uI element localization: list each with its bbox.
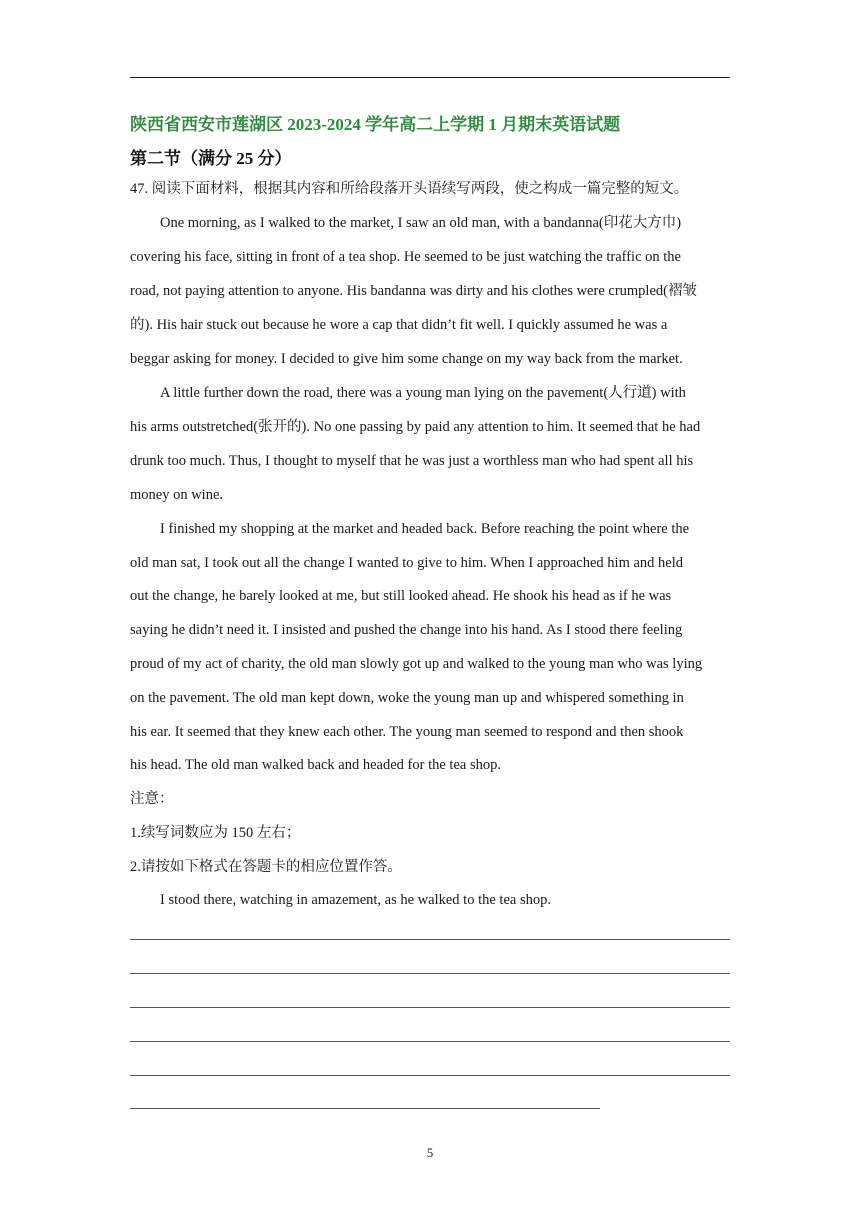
passage-line: A little further down the road, there was a young man lying on the pavement(人行道) with [160,385,686,401]
question-intro: 47. 阅读下面材料，根据其内容和所给段落开头语续写两段，使之构成一篇完整的短文。 [130,181,689,197]
passage-line: his ear. It seemed that they knew each other. The young man seemed to respond and then shook [130,724,684,740]
note-item: 1.续写词数应为 150 左右； [130,825,301,841]
passage-line: saying he didn’t need it. I insisted and pushed the change into his hand. As I stood there feeling [130,622,683,638]
passage-line: covering his face, sitting in front of a tea shop. He seemed to be just watching the traffic on the [130,249,681,265]
passage-line: on the pavement. The old man kept down, woke the young man up and whispered something in [130,690,684,706]
passage-line: 的). His hair stuck out because he wore a cap that didn’t fit well. I quickly assumed he was a [130,317,668,333]
passage-line: beggar asking for money. I decided to give him some change on my way back from the market. [130,351,683,367]
passage-line: his arms outstretched(张开的). No one passing by paid any attention to him. It seemed that he had [130,419,701,435]
passage-line: old man sat, I took out all the change I wanted to give to him. When I approached him and held [130,555,683,571]
answer-line[interactable] [130,1108,600,1109]
passage-line: One morning, as I walked to the market, I saw an old man, with a bandanna(印花大方巾) [160,215,682,231]
passage-line: out the change, he barely looked at me, but still looked ahead. He shook his head as if he was [130,588,672,604]
answer-line[interactable] [130,1041,730,1042]
passage-line: I finished my shopping at the market and headed back. Before reaching the point where the [160,521,690,537]
passage-line: proud of my act of charity, the old man slowly got up and walked to the young man who was lying [130,656,703,672]
section-heading: 第二节（满分 25 分） [130,149,292,168]
answer-line[interactable] [130,939,730,940]
page-number: 5 [426,1145,434,1160]
answer-line[interactable] [130,973,730,974]
notes-heading: 注意： [130,791,174,807]
header-rule [130,77,730,78]
passage-line: money on wine. [130,487,224,503]
passage-line: drunk too much. Thus, I thought to myself that he was just a worthless man who had spent all his [130,453,694,469]
note-item: 2.请按如下格式在答题卡的相应位置作答。 [130,859,402,875]
answer-line[interactable] [130,1075,730,1076]
exam-title: 陕西省西安市莲湖区 2023-2024 学年高二上学期 1 月期末英语试题 [130,115,621,134]
opening-sentence: I stood there, watching in amazement, as he walked to the tea shop. [160,892,551,908]
passage-line: his head. The old man walked back and headed for the tea shop. [130,757,501,773]
answer-line[interactable] [130,1007,730,1008]
passage-line: road, not paying attention to anyone. His bandanna was dirty and his clothes were crumpled(褶皱 [130,283,697,299]
